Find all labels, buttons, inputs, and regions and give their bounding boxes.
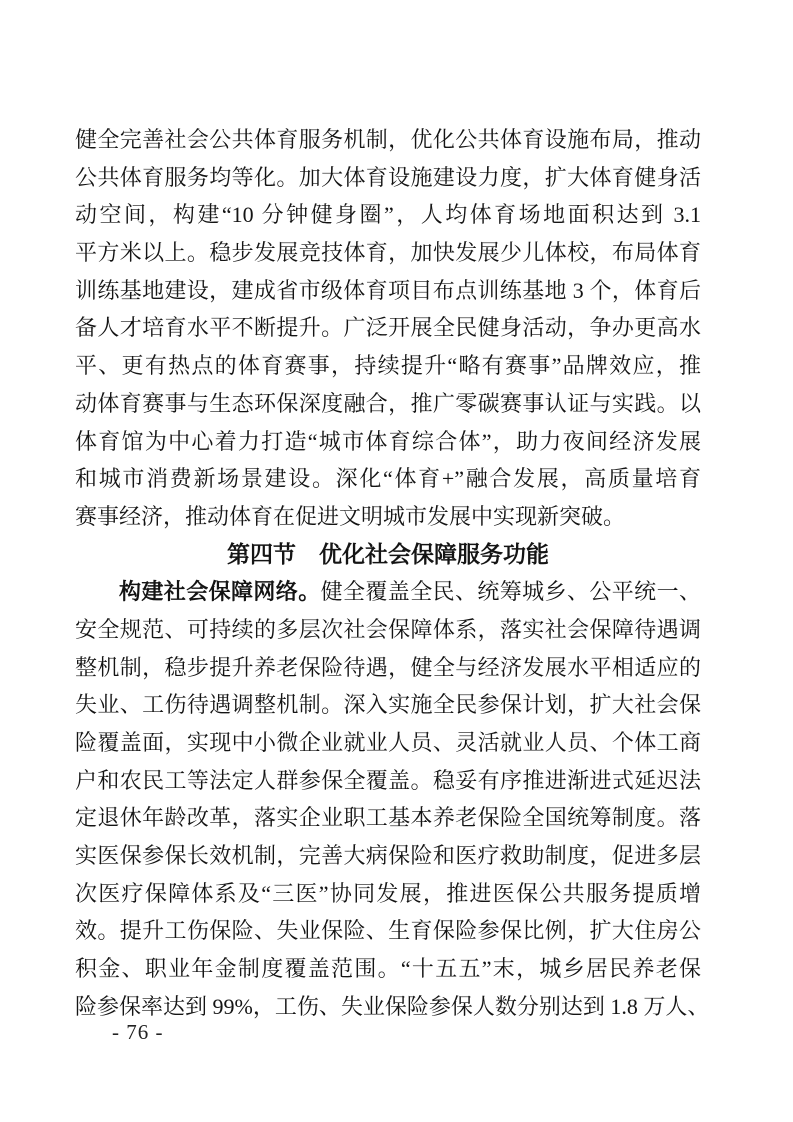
text-line: 动空间，构建“10 分钟健身圈”，人均体育场地面积达到 3.1 [75, 202, 701, 228]
paragraph-lead-line [75, 573, 701, 611]
text-line: 实医保参保长效机制，完善大病保险和医疗救助制度，促进多层 [75, 843, 701, 869]
text-line: 次医疗保障体系及“三医”协同发展，推进医保公共服务提质增 [75, 880, 701, 906]
text-line: 和城市消费新场景建设。深化“体育+”融合发展，高质量培育 [75, 466, 701, 492]
page-body [75, 121, 710, 1026]
text-line: 备人才培育水平不断提升。广泛开展全民健身活动，争办更高水 [75, 315, 701, 341]
text-line: 险覆盖面，实现中小微企业就业人员、灵活就业人员、个体工商 [75, 730, 701, 755]
text-line: 公共体育服务均等化。加大体育设施建设力度，扩大体育健身活 [75, 164, 701, 190]
text-line: 失业、工伤待遇调整机制。深入实施全民参保计划，扩大社会保 [75, 692, 701, 718]
text-line: 平方米以上。稳步发展竞技体育，加快发展少儿体校，布局体育 [75, 240, 701, 266]
text-line: 动体育赛事与生态环保深度融合，推广零碳赛事认证与实践。以 [75, 390, 701, 416]
text-line: 效。提升工伤保险、失业保险、生育保险参保比例，扩大住房公 [75, 918, 701, 944]
text-line: 险参保率达到 99%，工伤、失业保险参保人数分别达到 1.8 万人、 [75, 993, 710, 1019]
paragraph-sports [75, 121, 701, 536]
text-line: 赛事经济，推动体育在促进文明城市发展中实现新突破。 [75, 503, 626, 529]
text-line: 训练基地建设，建成省市级体育项目布点训练基地 3 个，体育后 [75, 277, 701, 303]
page-number: - 76 - [112, 1020, 164, 1044]
text-line: 平、更有热点的体育赛事，持续提升“略有赛事”品牌效应，推 [75, 353, 701, 379]
text-line: 积金、职业年金制度覆盖范围。“十五五”末，城乡居民养老保 [75, 956, 701, 982]
section-heading: 第四节 优化社会保障服务功能 [227, 540, 549, 567]
text-line: 安全规范、可持续的多层次社会保障体系，落实社会保障待遇调 [75, 616, 701, 642]
text-line: 户和农民工等法定人群参保全覆盖。稳妥有序推进渐进式延迟法 [75, 767, 701, 793]
text-line: 整机制，稳步提升养老保险待遇，健全与经济发展水平相适应的 [75, 654, 701, 680]
paragraph-social-security-lines [75, 611, 710, 1026]
text-line: 健全完善社会公共体育服务机制，优化公共体育设施布局，推动 [75, 127, 701, 152]
paragraph-lead: 构建社会保障网络。 [119, 579, 321, 605]
paragraph-lead-rest: 健全覆盖全民、统筹城乡、公平统一、 [320, 579, 701, 605]
text-line: 体育馆为中心着力打造“城市体育综合体”，助力夜间经济发展 [75, 428, 701, 454]
text-line: 定退休年龄改革，落实企业职工基本养老保险全国统筹制度。落 [75, 805, 701, 831]
paragraph-social-security [75, 573, 710, 1025]
